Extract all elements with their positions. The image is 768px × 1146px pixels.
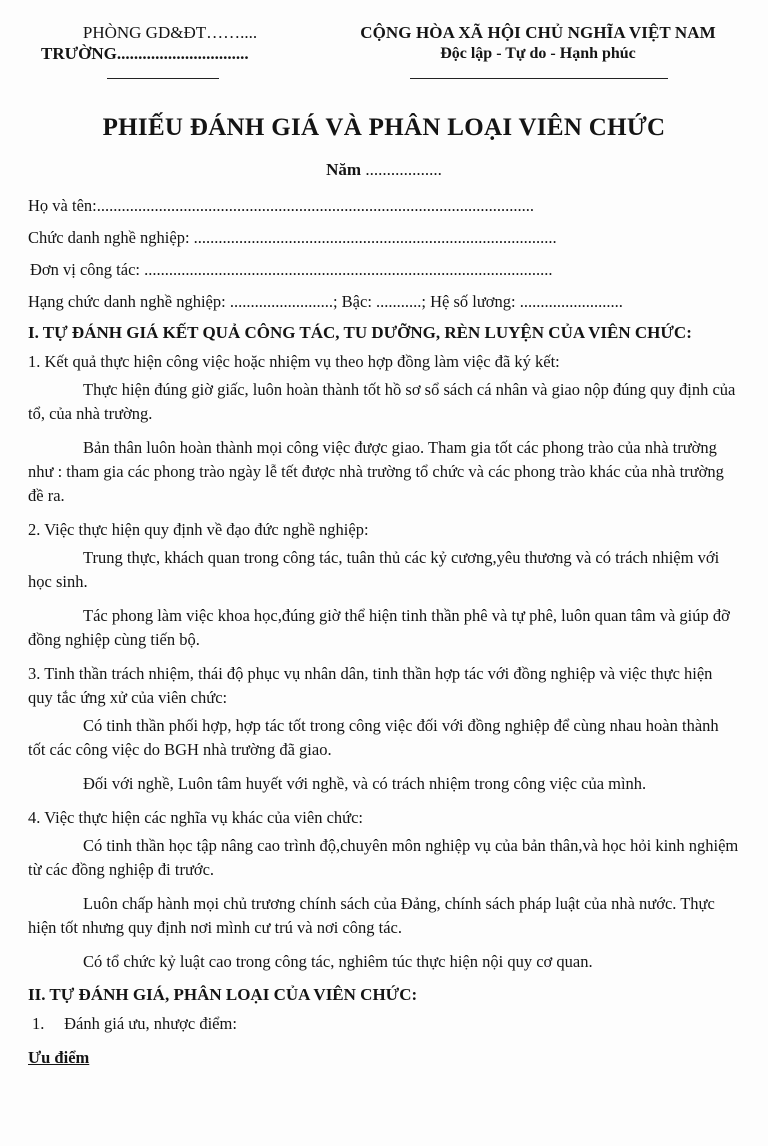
field-job-title: Chức danh nghề nghiệp: ........................................................................................	[28, 228, 557, 247]
section-1-heading: I. TỰ ĐÁNH GIÁ KẾT QUẢ CÔNG TÁC, TU DƯỠNG, RÈN LUYỆN CỦA VIÊN CHỨC:	[28, 323, 692, 342]
motto: Độc lập - Tự do - Hạnh phúc	[440, 45, 636, 62]
item-2-paragraph-2: Tác phong làm việc khoa học,đúng giờ thể hiện tinh thần phê và tự phê, luôn quan tâm và giúp đỡ đồng nghiệp cùng tiến bộ.	[28, 606, 730, 649]
section-2-sub-1	[28, 1012, 740, 1036]
item-4-title: 4. Việc thực hiện các nghĩa vụ khác của viên chức:	[28, 808, 363, 827]
item-3-paragraph-1: Có tinh thần phối hợp, hợp tác tốt trong công việc đối với đồng nghiệp để cùng nhau hoàn thành tốt các công việc do BGH nhà trường đã giao.	[28, 716, 719, 759]
item-3-title: 3. Tinh thần trách nhiệm, thái độ phục vụ nhân dân, tinh thần hợp tác với đồng nghiệp và việc thực hiện quy tắc ứng xử của viên chức:	[28, 664, 713, 707]
field-work-unit: Đơn vị công tác: ...................................................................................................	[30, 260, 553, 279]
sub-1-number: 1.	[32, 1014, 45, 1033]
sub-1-text: Đánh giá ưu, nhược điểm:	[64, 1014, 237, 1033]
department-line: PHÒNG GD&ĐT……....	[82, 23, 258, 42]
item-1-paragraph-1: Thực hiện đúng giờ giấc, luôn hoàn thành tốt hồ sơ sổ sách cá nhân và giao nộp đúng quy định của tổ, của nhà trường.	[28, 380, 736, 423]
item-2-title: 2. Việc thực hiện quy định về đạo đức nghề nghiệp:	[28, 520, 369, 539]
document-body	[28, 194, 740, 1070]
document-title: PHIẾU ĐÁNH GIÁ VÀ PHÂN LOẠI VIÊN CHỨC	[102, 114, 666, 141]
item-4-paragraph-2: Luôn chấp hành mọi chủ trương chính sách của Đảng, chính sách pháp luật của nhà nước. Thực hiện tốt nhưng quy định nơi mình cư trú và nơi công tác.	[28, 894, 715, 937]
strengths-heading: Ưu điểm	[28, 1048, 90, 1067]
year-line	[0, 160, 768, 180]
country-name: CỘNG HÒA XÃ HỘI CHỦ NGHĨA VIỆT NAM	[360, 23, 716, 42]
year-label: Năm	[326, 160, 362, 179]
field-full-name: Họ và tên:..........................................................................................................	[28, 196, 534, 215]
item-3-paragraph-2: Đối với nghề, Luôn tâm huyết với nghề, và có trách nhiệm trong công việc của mình.	[83, 774, 647, 793]
item-1-title: 1. Kết quả thực hiện công việc hoặc nhiệm vụ theo hợp đồng làm việc đã ký kết:	[28, 352, 560, 371]
item-4-paragraph-1: Có tinh thần học tập nâng cao trình độ,chuyên môn nghiệp vụ của bản thân,và học hỏi kinh nghiệm từ các đồng nghiệp đi trước.	[28, 836, 739, 879]
school-line: TRƯỜNG...............................	[41, 44, 249, 63]
national-header	[318, 22, 758, 64]
motto-underline	[410, 78, 668, 79]
agency-header	[20, 22, 310, 64]
item-2-paragraph-1: Trung thực, khách quan trong công tác, tuân thủ các kỷ cương,yêu thương và có trách nhiệm với học sinh.	[28, 548, 720, 591]
agency-underline	[107, 78, 219, 79]
field-rank-grade-salary: Hạng chức danh nghề nghiệp: .........................; Bậc: ...........; Hệ số lương: .........................	[28, 292, 623, 311]
section-2-heading: II. TỰ ĐÁNH GIÁ, PHÂN LOẠI CỦA VIÊN CHỨC:	[28, 985, 418, 1004]
year-value: ..................	[365, 160, 442, 179]
item-4-paragraph-3: Có tổ chức kỷ luật cao trong công tác, nghiêm túc thực hiện nội quy cơ quan.	[83, 952, 593, 971]
item-1-paragraph-2: Bản thân luôn hoàn thành mọi công việc được giao. Tham gia tốt các phong trào của nhà trường như : tham gia các phong trào ngày lễ tết được nhà trường tổ chức và các phong trào khác của nhà trường đề ra.	[28, 438, 724, 505]
